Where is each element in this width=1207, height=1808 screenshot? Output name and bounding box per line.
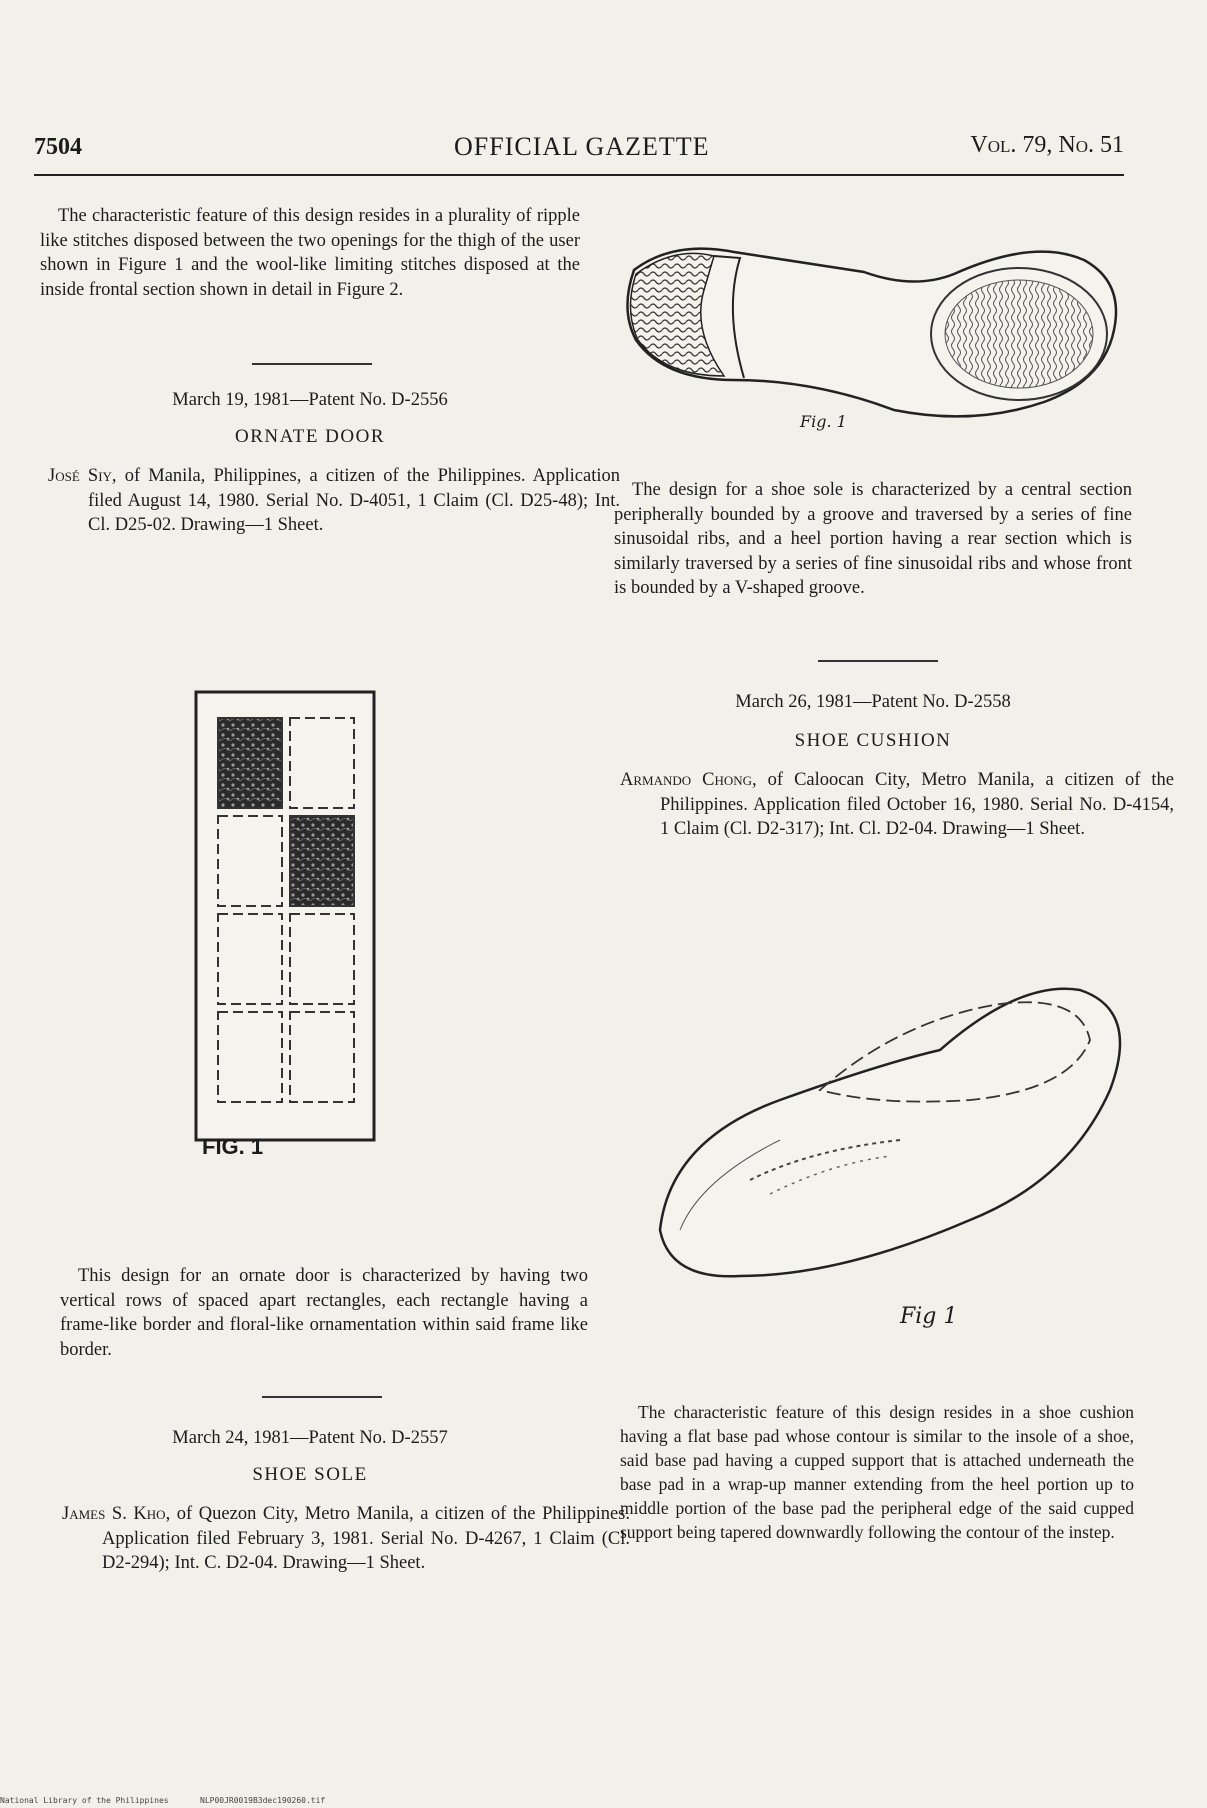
figure-label-sole: Fig. 1 xyxy=(800,412,847,431)
figure-label-door: FIG. 1 xyxy=(202,1134,264,1159)
title-ornate-door: ORNATE DOOR xyxy=(234,426,386,447)
page-header xyxy=(34,128,1124,168)
cushion-base-pad xyxy=(660,989,1120,1277)
entry-text: , of Caloocan City, Metro Manila, a citizen of the Philippines. Application filed October 16, 1980. Serial No. D-4154, 1 Claim (Cl. D2-317); Int. Cl. D2-04. Drawing—1 Sheet. xyxy=(660,770,1174,839)
intro-paragraph: The characteristic feature of this design resides in a plurality of ripple like stitches disposed between the two openings for the thigh of the user shown in Figure 1 and the wool-like limiting stitches disposed at the inside frontal section shown in detail in Figure 2. xyxy=(40,206,580,300)
shoe-cushion-figure xyxy=(640,980,1140,1330)
entry-d2557 xyxy=(62,1502,630,1576)
entry-text: , of Manila, Philippines, a citizen of the Philippines. Application filed August 14, 1980. Serial No. D-4051, 1 Claim (Cl. D25-48); Int. Cl. D25-02. Drawing—1 Sheet. xyxy=(88,466,620,535)
title-shoe-sole: SHOE SOLE xyxy=(252,1464,368,1485)
dateline-d2558: March 26, 1981—Patent No. D-2558 xyxy=(735,692,1011,712)
sole-description: The design for a shoe sole is characterized by a central section peripherally bounded by a groove and traversed by a series of fine sinusoidal ribs, and a heel portion having a rear section which is similarly traversed by a series of fine sinusoidal ribs and whose front is bounded by a V-shaped groove. xyxy=(614,480,1132,598)
scan-filename: NLP00JR0019B3dec190260.tif xyxy=(200,1796,326,1805)
inventor-name: James S. Kho xyxy=(62,1504,166,1524)
entry-d2558 xyxy=(620,768,1174,842)
dateline-d2557: March 24, 1981—Patent No. D-2557 xyxy=(172,1428,448,1448)
door-description: This design for an ornate door is characterized by having two vertical rows of spaced apart rectangles, each rectangle having a frame-like border and floral-like ornamentation within said frame like border. xyxy=(60,1266,588,1360)
entry-text: , of Quezon City, Metro Manila, a citizen of the Philippines. Application filed February 3, 1981. Serial No. D-4267, 1 Claim (Cl. D2-294); Int. C. D2-04. Drawing—1 Sheet. xyxy=(102,1504,630,1573)
door-panel-ornate xyxy=(290,816,354,906)
cushion-description: The characteristic feature of this design resides in a shoe cushion having a flat base pad whose contour is similar to the insole of a shoe, said base pad having a cupped support that is attached underneath the base pad in a wrap-up manner extending from the heel portion up to middle portion of the base pad the peripheral edge of the said cupped support being tapered downwardly following the contour of the instep. xyxy=(620,1402,1134,1542)
ornate-door-figure xyxy=(190,682,390,1152)
library-credit: National Library of the Philippines xyxy=(0,1796,169,1805)
volume-number: Vol. 79, No. 51 xyxy=(970,132,1124,158)
section-divider xyxy=(818,660,938,662)
section-divider xyxy=(252,363,372,365)
inventor-name: José Siy xyxy=(48,466,112,486)
inventor-name: Armando Chong xyxy=(620,770,753,790)
section-divider xyxy=(262,1396,382,1398)
door-panel-ornate xyxy=(218,718,282,808)
figure-label-cushion: Fig 1 xyxy=(900,1304,958,1329)
shoe-sole-figure xyxy=(614,230,1130,430)
gazette-title: OFFICIAL GAZETTE xyxy=(454,132,710,161)
entry-d2556 xyxy=(48,464,620,538)
dateline-d2556: March 19, 1981—Patent No. D-2556 xyxy=(172,390,448,410)
sole-ribs xyxy=(945,280,1093,388)
header-divider xyxy=(34,174,1124,176)
title-shoe-cushion: SHOE CUSHION xyxy=(794,730,952,751)
page-number: 7504 xyxy=(34,134,82,160)
